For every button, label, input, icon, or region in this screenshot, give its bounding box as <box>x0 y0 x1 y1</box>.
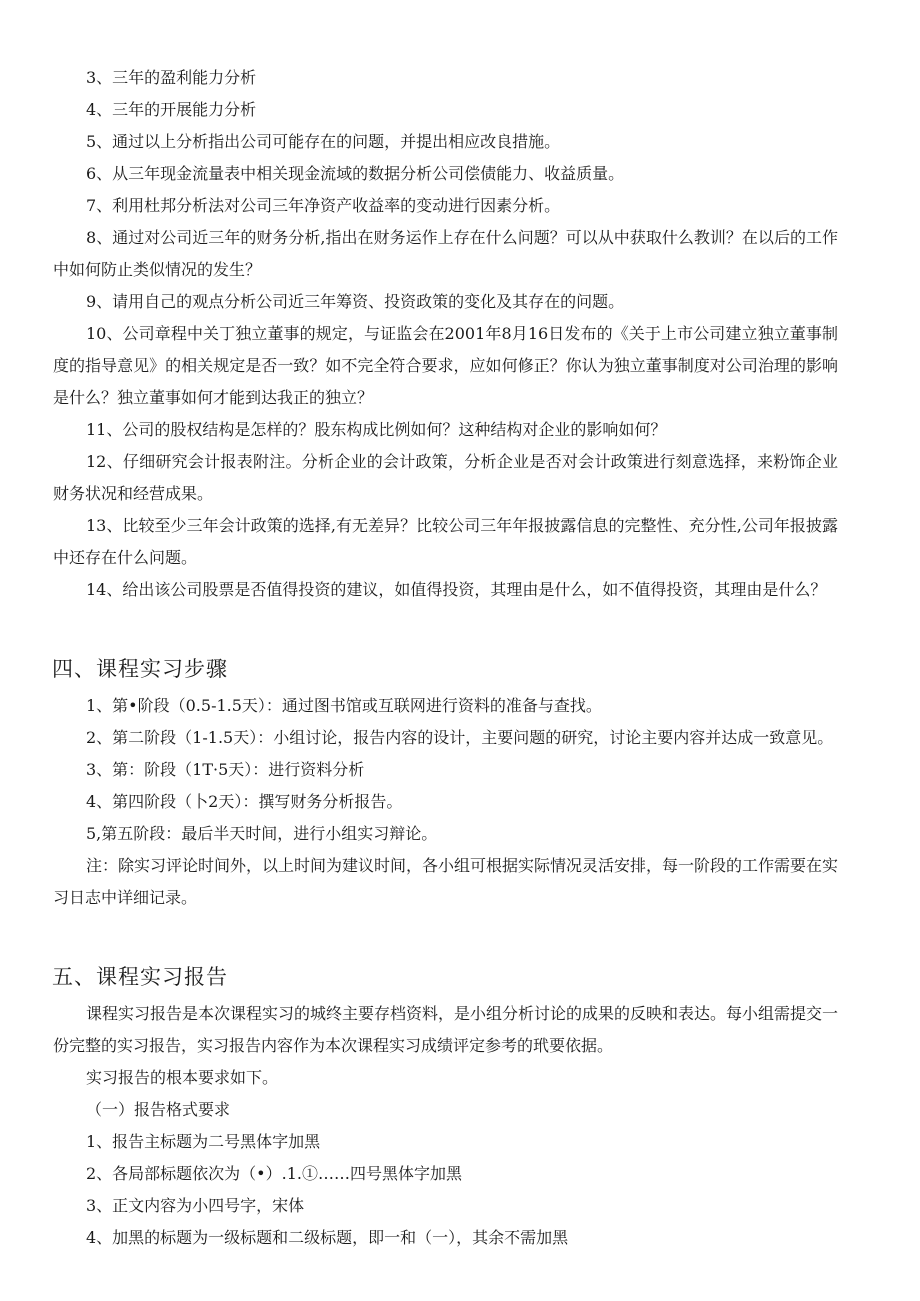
list-item: 12、仔细研究会计报表附注。分析企业的会计政策，分析企业是否对会计政策进行刻意选择，来粉饰企业财务状况和经营成果。 <box>53 452 838 503</box>
subheading: （一）报告格式要求 <box>86 1100 231 1119</box>
list-item: 4、三年的开展能力分析 <box>86 100 257 119</box>
list-item: 11、公司的股权结构是怎样的？股东构成比例如何？这种结构对企业的影响如何？ <box>86 420 667 439</box>
list-item: 2、各局部标题依次为（•）.1.①……四号黑体字加黑 <box>86 1164 462 1183</box>
list-item: 5、通过以上分析指出公司可能存在的问题，并提出相应改良措施。 <box>86 132 561 151</box>
body-paragraph: 实习报告的根本要求如下。 <box>86 1068 279 1087</box>
list-item: 1、报告主标题为二号黑体字加黑 <box>86 1132 321 1151</box>
list-item: 1、第•阶段（0.5-1.5天）：通过图书馆或互联网进行资料的准备与查找。 <box>86 696 602 715</box>
list-item: 4、加黑的标题为一级标题和二级标题，即一和（一），其余不需加黑 <box>86 1228 569 1247</box>
list-item: 5,第五阶段：最后半天时间，进行小组实习辩论。 <box>86 824 438 843</box>
analysis-item-list <box>0 62 920 606</box>
list-item: 3、第：阶段（1T·5天）：进行资料分析 <box>86 760 365 779</box>
list-item: 9、请用自己的观点分析公司近三年筹资、投资政策的变化及其存在的问题。 <box>86 292 625 311</box>
list-item: 10、公司章程中关丁独立董事的规定，与证监会在2001年8月16日发布的《关于上市公司建立独立董事制度的指导意见》的相关规定是否一致？如不完全符合要求，应如何修正？你认为独立董事制度对公司治理的影响是什么？独立董事如何才能到达我正的独立？ <box>53 324 838 407</box>
list-item: 8、通过对公司近三年的财务分析,指出在财务运作上存在什么问题？可以从中获取什么教训？在以后的工作中如何防止类似情况的发生？ <box>53 228 838 279</box>
section4-list <box>0 690 920 914</box>
list-item: 14、给出该公司股票是否值得投资的建议，如值得投资，其理由是什么，如不值得投资，其理由是什么？ <box>86 580 827 599</box>
section-heading: 四、课程实习步骤 <box>52 657 228 681</box>
body-paragraph: 课程实习报告是本次课程实习的城终主要存档资料，是小组分析讨论的成果的反映和表达。每小组需提交一份完整的实习报告，实习报告内容作为本次课程实习成绩评定参考的玳要依据。 <box>53 1004 839 1055</box>
list-item: 4、第四阶段（卜2天）：撰写财务分析报告。 <box>86 792 403 811</box>
list-item: 6、从三年现金流量表中相关现金流域的数据分析公司偿债能力、收益质量。 <box>86 164 625 183</box>
list-item: 3、正文内容为小四号字，宋体 <box>86 1196 305 1215</box>
list-item: 2、第二阶段（1-1.5天）：小组讨论，报告内容的设计，主要问题的研究，讨论主要内容并达成一致意见。 <box>86 728 834 747</box>
list-item: 13、比较至少三年会计政策的选择,有无差异？比较公司三年年报披露信息的完整性、充分性,公司年报披露中还存在什么问题。 <box>53 516 838 567</box>
list-item: 7、利用杜邦分析法对公司三年净资产收益率的变动进行因素分析。 <box>86 196 561 215</box>
note-paragraph: 注：除实习评论时间外，以上时间为建议时间，各小组可根据实际情况灵活安排，每一阶段的工作需要在实习日志中详细记录。 <box>53 856 839 907</box>
section-heading: 五、课程实习报告 <box>52 965 228 989</box>
list-item: 3、三年的盈利能力分析 <box>86 68 257 87</box>
section5-list <box>0 998 920 1254</box>
